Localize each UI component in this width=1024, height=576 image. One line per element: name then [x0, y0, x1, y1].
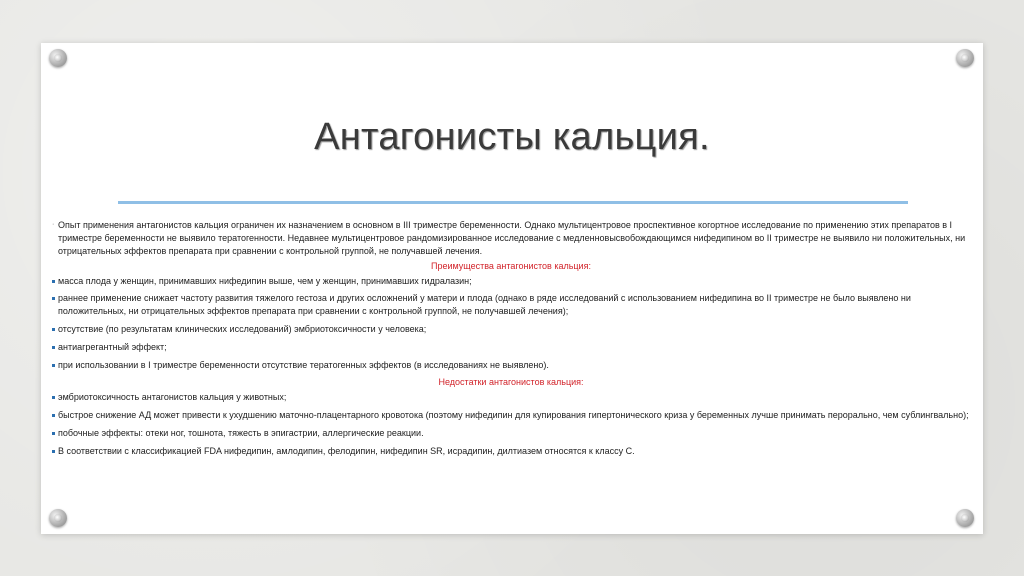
list-item: [52, 292, 970, 318]
list-item-text: побочные эффекты: отеки ног, тошнота, тяжесть в эпигастрии, аллергические реакции.: [58, 428, 424, 438]
intro-paragraph: [52, 219, 970, 258]
intro-text: Опыт применения антагонистов кальция ограничен их назначением в основном в III триместре беременности. Однако мультицентровое проспективное когортное исследование по применению этих препаратов в I триместре беременности не выявило тератогенности. Недавнее мультицентровое рандомизированное исследование с медленновысвобождающимся нифедипином во II триместре не выявило ни положительных, ни отрицательных эффектов препарата при сравнении с контрольной группой, не получавшей лечения.: [58, 220, 966, 256]
list-item-text: быстрое снижение АД может привести к ухудшению маточно-плацентарного кровотока (поэтому нифедипин для купирования гипертонического криза у беременных лучше принимать перорально, чем сублингвально);: [58, 410, 969, 420]
bullet-icon: [52, 414, 55, 417]
list-item: [52, 391, 970, 404]
disadvantages-heading: Недостатки антагонистов кальция:: [438, 377, 584, 387]
advantages-heading: Преимущества антагонистов кальция:: [431, 261, 591, 271]
list-item-text: отсутствие (по результатам клинических исследований) эмбриотоксичности у человека;: [58, 324, 427, 334]
title-divider: [118, 201, 908, 204]
pin-bottom-right-icon: [956, 509, 974, 527]
list-item: [52, 409, 970, 422]
list-item-text: при использовании в I триместре беременности отсутствие тератогенных эффектов (в исследованиях не выявлено).: [58, 360, 549, 370]
list-item-text: масса плода у женщин, принимавших нифедипин выше, чем у женщин, принимавших гидралазин;: [58, 276, 472, 286]
bullet-icon: [52, 346, 55, 349]
list-item-text: антиагрегантный эффект;: [58, 342, 167, 352]
list-item: [52, 427, 970, 440]
bullet-icon: [52, 396, 55, 399]
pin-bottom-left-icon: [49, 509, 67, 527]
bullet-icon: [52, 450, 55, 453]
slide-title: Антагонисты кальция.: [314, 116, 710, 158]
bullet-icon: [52, 328, 55, 331]
list-item: [52, 359, 970, 372]
list-item-text: В соответствии с классификацией FDA нифедипин, амлодипин, фелодипин, нифедипин SR, исрадипин, дилтиазем относятся к классу С.: [58, 446, 635, 456]
list-item-text: раннее применение снижает частоту развития тяжелого гестоза и других осложнений у матери и плода (однако в ряде исследований с использованием нифедипина во II триместре не было выявлено ни положительных, ни отрицательных эффектов препарата при сравнении с контрольной группой, не получавшей лечения);: [58, 293, 911, 316]
bullet-icon: [52, 364, 55, 367]
bullet-icon: [52, 297, 55, 300]
bullet-icon: [52, 432, 55, 435]
pin-top-right-icon: [956, 49, 974, 67]
list-item-text: эмбриотоксичность антагонистов кальция у животных;: [58, 392, 287, 402]
pin-top-left-icon: [49, 49, 67, 67]
list-item: [52, 341, 970, 354]
bullet-icon: [52, 280, 55, 283]
list-item: [52, 275, 970, 288]
intro-bullet-icon: ·: [52, 221, 55, 228]
slide-content: [52, 219, 970, 463]
list-item: [52, 323, 970, 336]
list-item: [52, 445, 970, 458]
